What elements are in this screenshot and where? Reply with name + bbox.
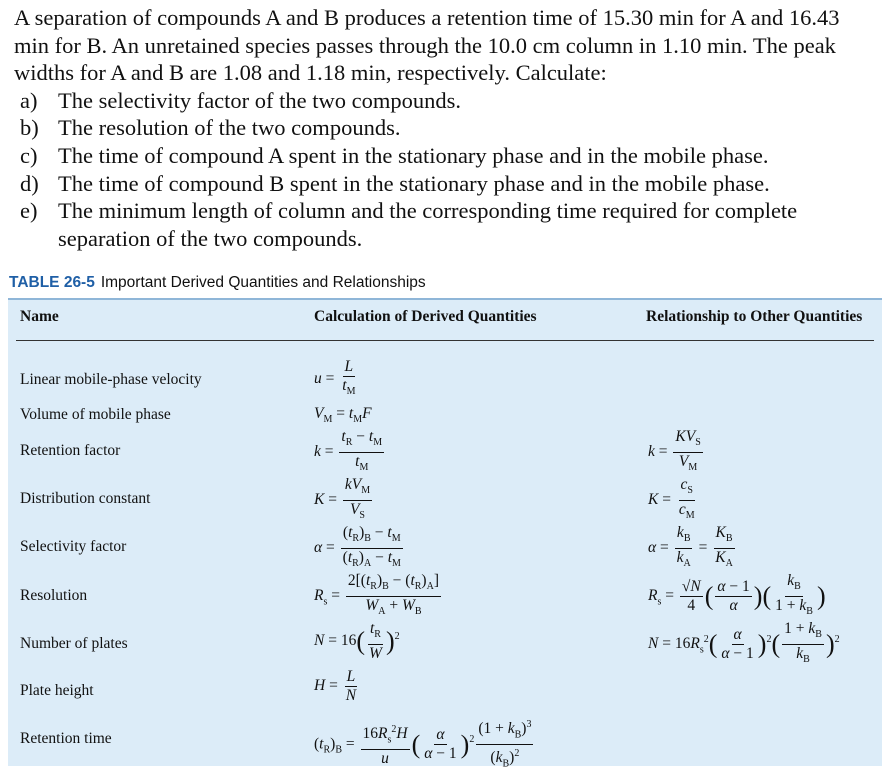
formula-distribution-constant: K = $\frac{kV_M}{V_S}$ bbox=[314, 476, 371, 522]
row-name-velocity: Linear mobile-phase velocity bbox=[20, 371, 202, 388]
row-name-retention-factor: Retention factor bbox=[20, 442, 121, 459]
question-c bbox=[20, 142, 876, 170]
problem-intro: A separation of compounds A and B produces a retention time of 15.30 min for A and 16.43 min for B. An unretained species passes through the 10.0 cm column in 1.10 min. The peak widths for A and B are 1.08 and 1.18 min, respectively. Calculate: bbox=[14, 5, 840, 86]
row-name-retention-time: Retention time bbox=[20, 730, 112, 747]
relation-number-of-plates: $N = 16R_s^2$( $\frac{\alpha}{\alpha - 1}$ )$^2$( $\frac{1 + k_B}{k_B}$ )$^2$ bbox=[648, 620, 840, 666]
relation-selectivity-factor: α = $\frac{k_B}{k_A}$ = $\frac{K_B}{K_A}$ bbox=[648, 524, 733, 570]
header-divider bbox=[16, 340, 874, 341]
question-text: The time of compound B spent in the stationary phase and in the mobile phase. bbox=[58, 170, 770, 196]
question-label: e) bbox=[20, 198, 38, 224]
formula-plate-height: H = $\frac{L}{N}$ bbox=[314, 668, 357, 704]
row-name-number-of-plates: Number of plates bbox=[20, 635, 128, 652]
table-caption bbox=[9, 274, 426, 292]
row-name-resolution: Resolution bbox=[20, 587, 88, 604]
question-text: The resolution of the two compounds. bbox=[58, 115, 401, 141]
derived-quantities-table bbox=[8, 298, 882, 770]
question-d bbox=[20, 170, 876, 198]
header-relationship: Relationship to Other Quantities bbox=[646, 308, 863, 325]
formula-number-of-plates: N = 16( $\frac{t_R}{W}$ )$^2$ bbox=[314, 620, 400, 663]
formula-volume: $V_M = t_MF$ bbox=[314, 405, 372, 426]
row-name-distribution-constant: Distribution constant bbox=[20, 490, 151, 507]
question-label: a) bbox=[20, 87, 38, 113]
formula-retention-time: $(t_R)_B$ = $\frac{16R_s^2H}{u}$ ( $\frac{\alpha}{\alpha - 1}$ )$^2$ $\frac{(1 + k_B)^3}{(k_B)^2}$ bbox=[314, 716, 535, 774]
question-e bbox=[20, 197, 876, 252]
question-text: The time of compound A spent in the stationary phase and in the mobile phase. bbox=[58, 142, 769, 168]
row-name-plate-height: Plate height bbox=[20, 682, 94, 699]
question-b bbox=[20, 114, 876, 142]
header-name: Name bbox=[20, 308, 59, 325]
problem-statement bbox=[14, 4, 876, 252]
question-label: b) bbox=[20, 115, 39, 141]
relation-resolution: $R_s$ = $\frac{√N}{4}$ ( $\frac{\alpha - 1}{\alpha}$ )( $\frac{k_B}{1 + k_B}$ ) bbox=[648, 572, 826, 618]
formula-retention-factor: k = $\frac{t_R - t_M}{t_M}$ bbox=[314, 428, 383, 474]
formula-velocity: u = $\frac{L}{t_M}$ bbox=[314, 358, 356, 398]
question-text: The selectivity factor of the two compounds. bbox=[58, 87, 462, 113]
question-text: The minimum length of column and the corresponding time required for complete separation of the two compounds. bbox=[58, 198, 798, 251]
formula-resolution: $R_s$ = $\frac{2[(t_R)_B - (t_R)_A]}{W_A + W_B}$ bbox=[314, 572, 439, 618]
row-name-volume: Volume of mobile phase bbox=[20, 406, 171, 423]
relation-retention-factor: k = $\frac{KV_S}{V_M}$ bbox=[648, 428, 701, 474]
question-a bbox=[20, 87, 876, 115]
table-title: Important Derived Quantities and Relationships bbox=[100, 274, 426, 291]
relation-distribution-constant: K = $\frac{c_S}{c_M}$ bbox=[648, 476, 695, 522]
table-number: TABLE 26-5 bbox=[9, 274, 95, 291]
question-label: c) bbox=[20, 142, 38, 168]
header-calculation: Calculation of Derived Quantities bbox=[314, 308, 537, 325]
formula-selectivity-factor: α = $\frac{(t_R)_B - t_M}{(t_R)_A - t_M}$ bbox=[314, 524, 401, 570]
question-label: d) bbox=[20, 170, 39, 196]
row-name-selectivity-factor: Selectivity factor bbox=[20, 538, 127, 555]
